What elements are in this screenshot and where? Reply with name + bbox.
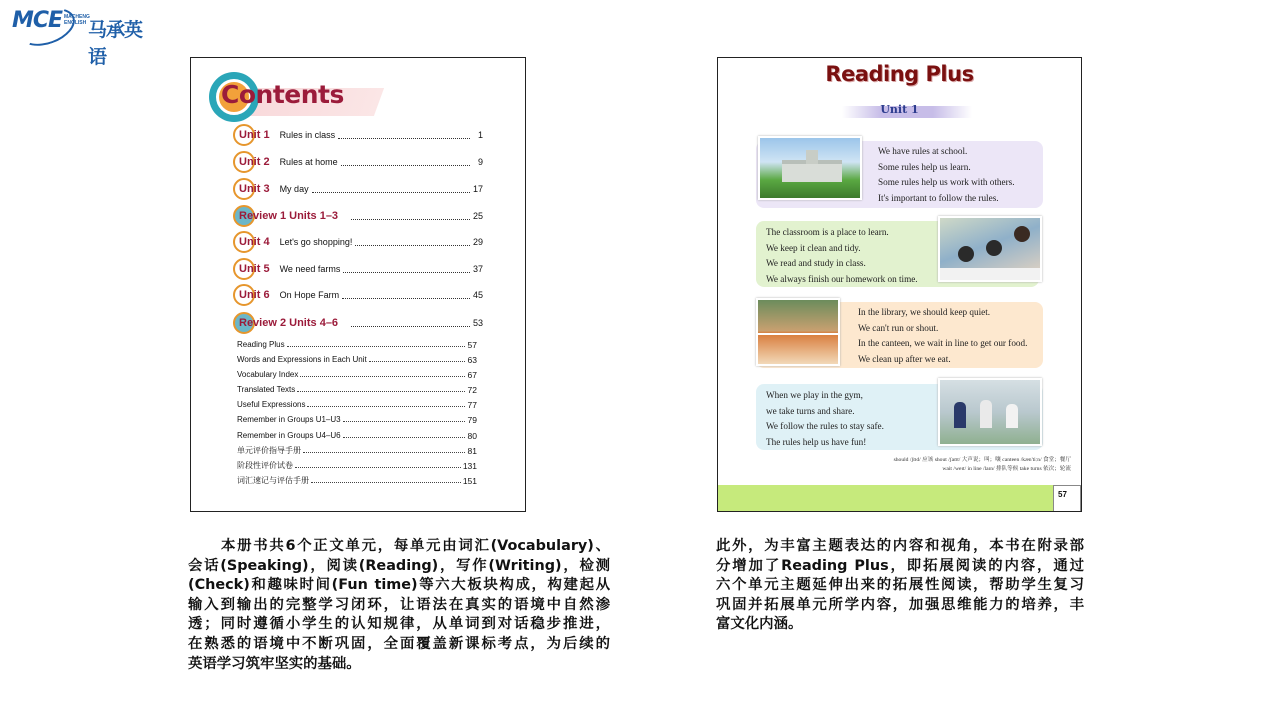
toc-appendix-entry [237,398,477,411]
toc-page-number: 37 [472,264,483,274]
toc-unit-label: Unit 5 [239,263,270,275]
toc-page-number: 67 [467,369,477,380]
toc-entry [233,312,483,334]
contents-page-image [190,57,526,512]
toc-entry [233,258,483,280]
toc-appendix-title: 单元评价指导手册 [237,446,301,455]
toc-leader [343,272,470,273]
toc-leader [355,245,470,246]
toc-page-number: 63 [467,354,477,365]
toc-unit-label: Unit 6 [239,289,270,301]
toc-appendix-title: 阶段性评价试卷 [237,461,293,470]
toc-appendix-entry [237,413,477,426]
toc-page-number: 77 [467,399,477,410]
toc-unit-title: Rules at home [279,157,338,167]
toc-page-number: 45 [472,290,483,300]
toc-page-number: 151 [462,475,477,486]
page-footer-band [718,485,1081,512]
toc-unit-title: My day [279,184,309,194]
toc-page-number: 9 [477,157,483,167]
toc-entry [233,178,483,200]
toc-leader [342,298,470,299]
toc-leader [341,165,470,166]
toc-appendix-title: 词汇速记与评估手册 [237,476,309,485]
toc-entry [233,205,483,227]
toc-unit-label: Unit 4 [239,236,270,248]
toc-appendix-title: Reading Plus [237,340,285,349]
logo-mark: MCE [12,8,63,33]
toc-unit-label: Review 1 Units 1–3 [239,210,339,222]
toc-appendix-entry [237,444,477,457]
contents-title: Contents [221,80,344,109]
toc-unit-title: We need farms [279,264,341,274]
toc-unit-label: Unit 3 [239,183,270,195]
toc-appendix-entry [237,368,477,381]
toc-appendix-title: Useful Expressions [237,400,306,409]
toc-page-number: 29 [472,237,483,247]
contents-banner [209,72,369,122]
toc-appendix-title: Translated Texts [237,385,296,394]
reading-panel-library: In the library, we should keep quiet. We can't run or shout. In the canteen, we wait in line to get our food. We clean up after we eat. [756,302,1043,368]
toc-page-number: 1 [477,130,483,140]
reading-plus-unit: Unit 1 [880,103,919,116]
classroom-photo [938,216,1042,282]
toc-unit-label: Review 2 Units 4–6 [239,317,339,329]
page-number: 57 [1053,485,1081,512]
toc-appendix-entry [237,338,477,351]
brand-logo [12,6,152,68]
school-building-photo [758,136,862,200]
left-caption: 本册书共6个正文单元，每单元由词汇(Vocabulary)、 会话(Speaking)，阅读(Reading)，写作(Writing)，检测 (Check)和趣味时间(Fun time)等六大板块构成，构建起从 输入到输出的完整学习闭环，让语法在真实的语境中自然渗 透；同时遵循小学生的认知规律，从单词到对话稳步推进， 在熟悉的语境中不断巩固，全面覆盖新课标考点，为后续的 英语学习筑牢坚实的基础。 [188,538,610,672]
toc-page-number: 25 [472,211,483,221]
toc-appendix-title: Words and Expressions in Each Unit [237,355,367,364]
reading-panel-classroom: The classroom is a place to learn. We keep it clean and tidy. We read and study in class. We always finish our homework on time. [756,221,1039,287]
toc-appendix-title: Vocabulary Index [237,370,299,379]
library-canteen-photo [756,298,840,366]
gym-photo [938,378,1042,446]
toc-leader [312,192,470,193]
toc-leader [351,326,470,327]
toc-appendix-title: Remember in Groups U4–U6 [237,431,341,440]
toc-unit-title: Rules in class [279,130,336,140]
toc-appendix-entry [237,459,477,472]
reading-panel-school: We have rules at school. Some rules help us learn. Some rules help us work with others. It's important to follow the rules. [756,141,1043,208]
reading-plus-page-image [717,57,1082,512]
reading-plus-title: Reading Plus [825,62,974,86]
vocabulary-note: should /ʃʊd/ 应该 shout /ʃaʊt/ 大声说；叫；嚷 canteen /kæn'tiːn/ 食堂；餐厅 [893,457,1071,463]
toc-entry [233,124,483,146]
toc-page-number: 17 [472,184,483,194]
toc-entry [233,284,483,306]
right-caption: 此外，为丰富主题表达的内容和视角，本书在附录部 分增加了Reading Plus，即拓展阅读的内容，通过 六个单元主题延伸出来的拓展性阅读，帮助学生复习 巩固并拓展单元所学内容，加强思维能力的培养，丰 富文化内涵。 [716,538,1084,633]
logo-subtitle: MACHENG ENGLISH [64,14,90,26]
toc-unit-title: On Hope Farm [279,290,340,300]
toc-page-number: 57 [467,339,477,350]
toc-entry [233,231,483,253]
toc-page-number: 79 [467,414,477,425]
toc-unit-label: Unit 1 [239,129,270,141]
toc-appendix-entry [237,429,477,442]
toc-appendix-title: Remember in Groups U1–U3 [237,415,341,424]
toc-appendix-entry [237,474,477,487]
toc-appendix-entry [237,353,477,366]
vocabulary-note: wait /weɪt/ in line /laɪn/ 排队等候 take turns 依次；轮流 [942,466,1071,472]
toc-page-number: 72 [467,384,477,395]
toc-unit-title: Let's go shopping! [279,237,353,247]
reading-panel-gym: When we play in the gym, we take turns and share. We follow the rules to stay safe. The rules help us have fun! [756,384,1043,450]
toc-page-number: 131 [462,460,477,471]
toc-unit-label: Unit 2 [239,156,270,168]
toc-page-number: 80 [467,430,477,441]
logo-name: 马承英语 [88,19,143,68]
toc-appendix-entry [237,383,477,396]
toc-leader [338,138,470,139]
toc-leader [351,219,470,220]
toc-page-number: 53 [472,318,483,328]
toc-page-number: 81 [467,445,477,456]
toc-entry [233,151,483,173]
